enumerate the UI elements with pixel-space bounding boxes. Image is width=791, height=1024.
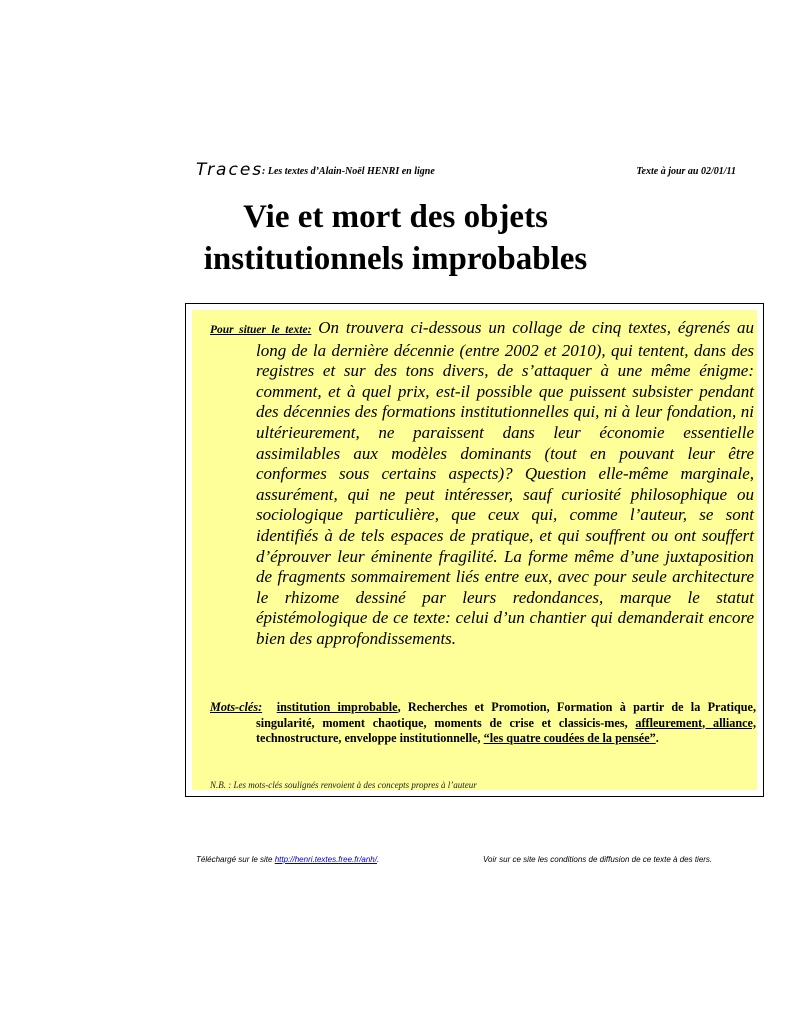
keyword-institution-improbable: institution improbable bbox=[276, 700, 398, 714]
keyword-alliance: alliance, bbox=[713, 715, 757, 730]
keywords-note: N.B. : Les mots-clés soulignés renvoient à des concepts propres à l’auteur bbox=[210, 780, 477, 790]
footer-download-note bbox=[196, 855, 379, 864]
site-link[interactable]: http://henri.textes.free.fr/anh/ bbox=[274, 855, 377, 864]
keywords-end: . bbox=[655, 731, 659, 745]
abstract-paragraph bbox=[210, 318, 754, 650]
keyword-affleurement: affleurement, bbox=[635, 715, 714, 730]
abstract-label: Pour situer le texte: bbox=[210, 324, 312, 336]
title-line-1: Vie et mort des objets bbox=[243, 199, 548, 235]
footer-left-prefix: Téléchargé sur le site bbox=[196, 855, 275, 864]
keywords-text-3: technostructure, enveloppe institutionnelle, bbox=[256, 731, 484, 745]
summary-box bbox=[185, 303, 764, 797]
keywords-text-1: , Recherches et Promotion, Formation à partir de la Pratique, singularité, moment chaotique, moments de crise et classicis-mes, bbox=[256, 700, 756, 730]
keywords-label: Mots-clés: bbox=[210, 700, 263, 714]
header-date: Texte à jour au 02/01/11 bbox=[636, 166, 736, 177]
document-title bbox=[0, 196, 791, 280]
title-line-2: institutionnels improbables bbox=[203, 241, 588, 277]
header-subtitle: : Les textes d’Alain-Noël HENRI en ligne bbox=[262, 166, 435, 177]
keyword-quatre-coudees: “les quatre coudées de la pensée” bbox=[483, 731, 656, 745]
page-header bbox=[196, 160, 736, 184]
summary-box-fill bbox=[192, 310, 757, 790]
brand-name: Traces bbox=[196, 160, 264, 180]
footer-left-suffix: . bbox=[376, 855, 380, 864]
footer-conditions-note: Voir sur ce site les conditions de diffusion de ce texte à des tiers. bbox=[483, 855, 713, 864]
abstract-text: On trouvera ci-dessous un collage de cinq textes, égrenés au long de la dernière décennie (entre 2002 et 2010), qui tentent, dans des registres et sur des tons divers, de s’attaquer à une même énigme: comment, et à quel prix, est-il possible que puissent subsister pendant des décennies des formations institutionnelles qui, ni à leur fondation, ni ultérieurement, ne paraissent dans leur économie essentielle assimilables aux modèles dominants (tout en pouvant leur être conformes sous certains aspects)? Question elle-même marginale, assurément, qui ne peut intéresser, sauf curiosité philosophique ou sociologique particulière, que ceux qui, comme l’auteur, se sont identifiés à de tels espaces de pratique, et qui souffrent ou ont souffert d’éprouver leur éminente fragilité. La forme même d’une juxtaposition de fragments sommairement liés entre eux, avec pour seule architecture le rhizome dessiné par leurs redondances, marque le statut épistémologique de ce texte: celui d’un chantier qui demanderait encore bien des approfondissements. bbox=[256, 318, 754, 648]
keywords-paragraph bbox=[210, 700, 756, 747]
